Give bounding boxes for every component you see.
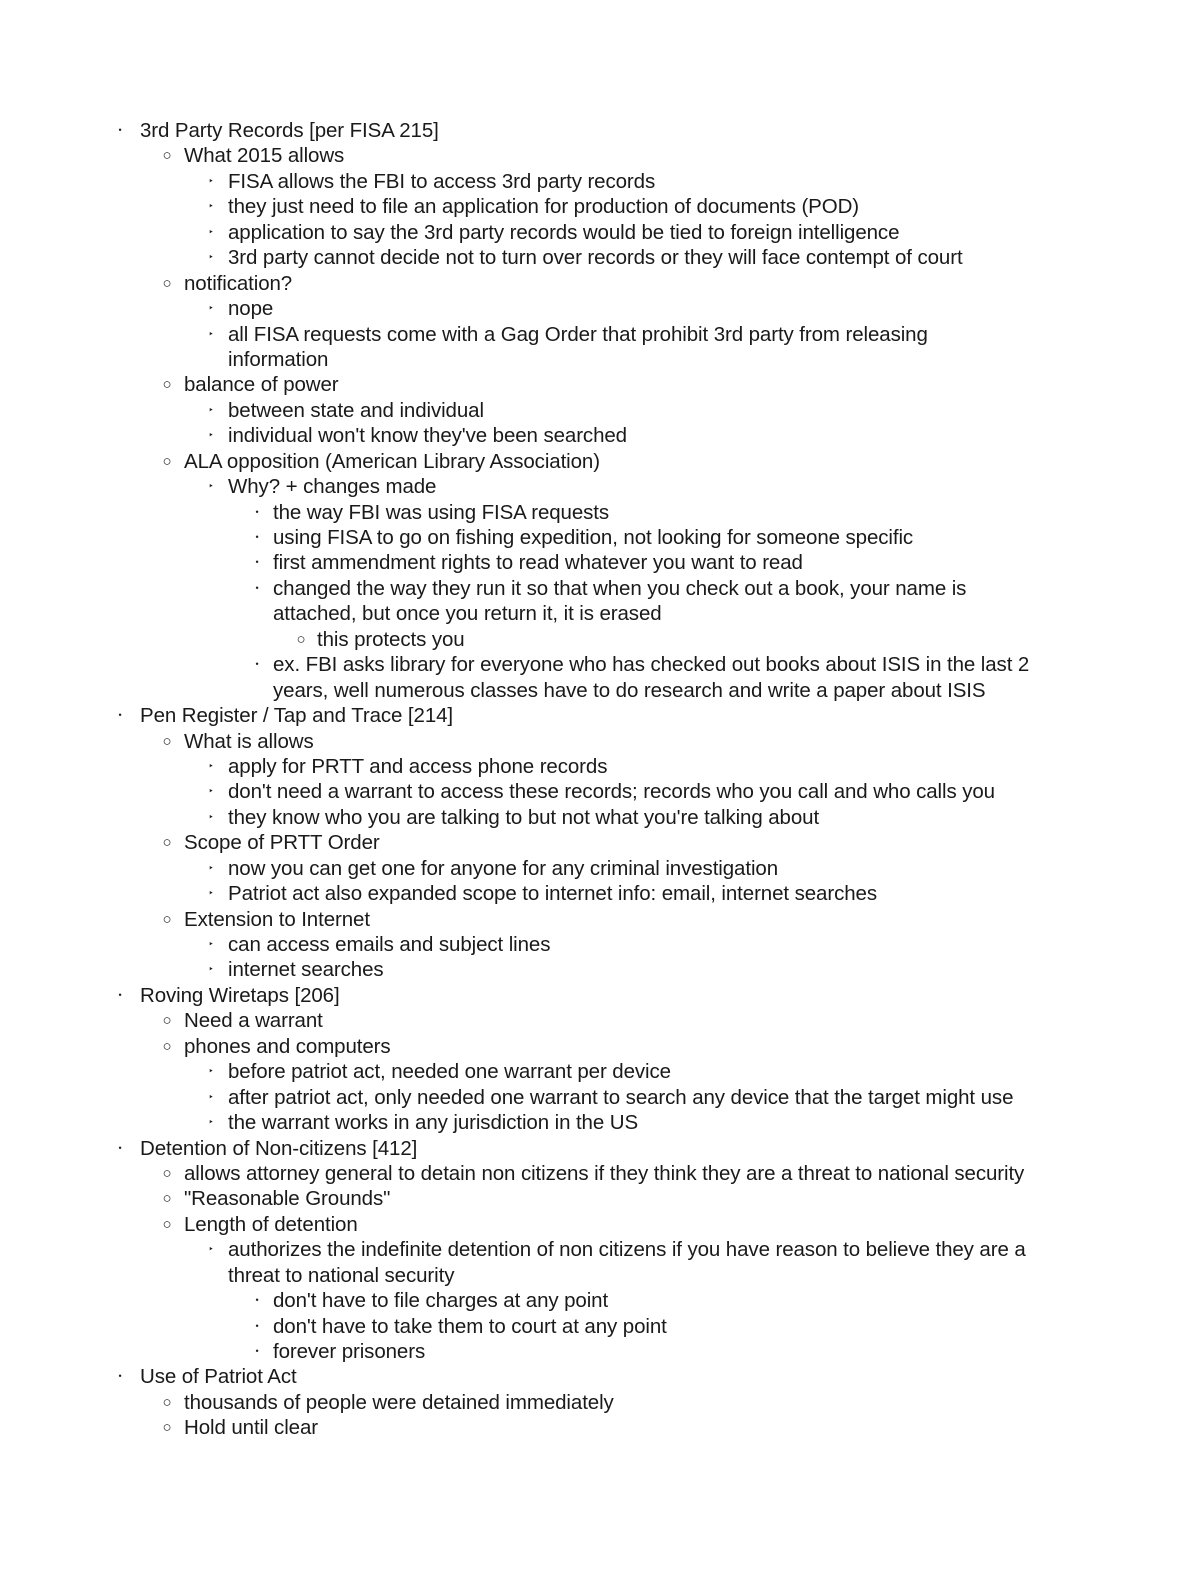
triangle-bullet-icon: ‣ [208,760,214,771]
outline-line [0,322,1200,347]
outline-line [0,703,1200,728]
outline-text: between state and individual [228,398,484,422]
circle-bullet-icon: ○ [162,834,172,852]
triangle-bullet-icon: ‣ [208,252,214,263]
outline-text: don't need a warrant to access these records; records who you call and who calls you [228,780,995,804]
circle-bullet-icon: ○ [162,1393,172,1411]
outline-text: forever prisoners [273,1340,426,1363]
triangle-bullet-icon: ‣ [208,481,214,492]
outline-line [0,601,1200,626]
triangle-bullet-icon: ‣ [208,404,214,415]
outline-text: now you can get one for anyone for any criminal investigation [228,856,779,880]
outline-text: ALA opposition (American Library Association) [184,449,600,473]
outline-line [0,1085,1200,1110]
dot-bullet-icon: • [255,506,259,517]
outline-text: Need a warrant [184,1009,323,1033]
dot-bullet-icon: • [255,1346,259,1356]
outline-line [0,220,1200,245]
outline-text: application to say the 3rd party records would be tied to foreign intelligence [228,220,900,244]
outline-text: ex. FBI asks library for everyone who has checked out books about ISIS in the last 2 [273,653,1030,677]
outline-line [0,1212,1200,1237]
outline-text: What 2015 allows [184,144,345,168]
outline-text: notification? [184,271,293,295]
triangle-bullet-icon: ‣ [208,1066,214,1077]
outline-line [0,271,1200,296]
outline-line [0,830,1200,855]
outline-line [0,1237,1200,1262]
outline-line [0,1364,1200,1389]
circle-bullet-icon: ○ [162,452,172,470]
outline-line [0,118,1200,143]
outline-text: information [228,347,329,371]
outline-line [0,754,1200,779]
circle-bullet-icon: ○ [296,630,306,648]
outline-line [0,907,1200,932]
dot-bullet-icon: • [118,1142,122,1153]
outline-text: they know who you are talking to but not what you're talking about [228,805,820,829]
outline-line [0,398,1200,423]
outline-text: before patriot act, needed one warrant per device [228,1060,671,1084]
outline-text: 3rd Party Records [per FISA 215] [140,119,439,142]
outline-line [0,881,1200,906]
triangle-bullet-icon: ‣ [208,226,214,237]
triangle-bullet-icon: ‣ [208,811,214,822]
outline-text: they just need to file an application for production of documents (POD) [228,195,860,219]
outline-line [0,245,1200,270]
triangle-bullet-icon: ‣ [208,862,214,873]
outline-text: Roving Wiretaps [206] [140,983,340,1007]
outline-line [0,983,1200,1008]
outline-text: What is allows [184,729,314,753]
dot-bullet-icon: • [118,1371,122,1382]
triangle-bullet-icon: ‣ [208,303,214,314]
outline-line [0,1110,1200,1135]
outline-text: Pen Register / Tap and Trace [214] [140,704,454,728]
outline-line [0,474,1200,499]
dot-bullet-icon: • [255,582,259,593]
outline-text: changed the way they run it so that when you check out a book, your name is [273,576,967,600]
triangle-bullet-icon: ‣ [208,1091,214,1102]
outline-text: Scope of PRTT Order [184,831,380,855]
outline-line [0,932,1200,957]
outline-text: Hold until clear [184,1416,318,1440]
outline-line [0,1390,1200,1415]
dot-bullet-icon: • [118,989,122,1000]
outline-line [0,805,1200,830]
outline-text: apply for PRTT and access phone records [228,754,608,778]
outline-line [0,1008,1200,1033]
outline-line [0,525,1200,550]
outline-text: balance of power [184,373,339,397]
outline-line [0,1136,1200,1161]
outline-text: phones and computers [184,1034,391,1058]
outline-text: FISA allows the FBI to access 3rd party records [228,169,656,193]
circle-bullet-icon: ○ [162,1164,172,1182]
outline-line [0,143,1200,168]
outline-text: internet searches [228,958,384,982]
circle-bullet-icon: ○ [162,1037,172,1055]
outline-text: first ammendment rights to read whatever you want to read [273,551,803,575]
outline-line [0,550,1200,575]
outline-text: don't have to take them to court at any point [273,1314,667,1338]
circle-bullet-icon: ○ [162,376,172,394]
triangle-bullet-icon: ‣ [208,175,214,186]
outline-text: after patriot act, only needed one warrant to search any device that the target might use [228,1085,1014,1109]
outline-line [0,169,1200,194]
outline-line [0,449,1200,474]
triangle-bullet-icon: ‣ [208,939,214,949]
circle-bullet-icon: ○ [162,147,172,165]
outline-line [0,423,1200,448]
outline-text: attached, but once you return it, it is erased [273,602,662,626]
dot-bullet-icon: • [255,1295,259,1306]
dot-bullet-icon: • [255,659,259,670]
outline-line [0,856,1200,881]
outline-line [0,194,1200,219]
circle-bullet-icon: ○ [162,910,172,928]
circle-bullet-icon: ○ [162,1190,172,1208]
outline-text: years, well numerous classes have to do research and write a paper about ISIS [273,678,986,702]
outline-line [0,1034,1200,1059]
triangle-bullet-icon: ‣ [208,328,214,339]
document-page [0,118,1200,1441]
outline-text: 3rd party cannot decide not to turn over records or they will face contempt of court [228,246,963,270]
triangle-bullet-icon: ‣ [208,1117,214,1128]
triangle-bullet-icon: ‣ [208,786,214,797]
outline-text: the warrant works in any jurisdiction in the US [228,1111,639,1135]
outline-text: nope [228,297,274,321]
outline-text: can access emails and subject lines [228,933,551,956]
outline-text: Patriot act also expanded scope to internet info: email, internet searches [228,882,877,906]
triangle-bullet-icon: ‣ [208,1244,214,1255]
outline-text: Detention of Non-citizens [412] [140,1136,418,1160]
circle-bullet-icon: ○ [162,1012,172,1030]
outline-text: don't have to file charges at any point [273,1289,609,1313]
circle-bullet-icon: ○ [162,732,172,750]
outline-line [0,652,1200,677]
circle-bullet-icon: ○ [162,274,172,292]
outline-text: using FISA to go on fishing expedition, not looking for someone specific [273,526,914,549]
outline-text: Use of Patriot Act [140,1365,297,1389]
triangle-bullet-icon: ‣ [208,964,214,975]
outline-line [0,678,1200,703]
triangle-bullet-icon: ‣ [208,430,214,441]
dot-bullet-icon: • [118,125,122,135]
outline-text: Length of detention [184,1212,358,1236]
outline-line [0,576,1200,601]
outline-line [0,779,1200,804]
circle-bullet-icon: ○ [162,1215,172,1233]
outline-line [0,500,1200,525]
outline-text: this protects you [317,627,465,651]
outline-text: individual won't know they've been searched [228,424,627,448]
outline-text: Why? + changes made [228,475,437,499]
dot-bullet-icon: • [255,557,259,568]
outline-line [0,1339,1200,1364]
dot-bullet-icon: • [255,532,259,542]
outline-line [0,627,1200,652]
triangle-bullet-icon: ‣ [208,888,214,899]
outline-text: the way FBI was using FISA requests [273,500,610,524]
outline-line [0,1314,1200,1339]
outline-line [0,1186,1200,1211]
outline-text: authorizes the indefinite detention of non citizens if you have reason to believe they are a [228,1238,1026,1262]
outline-line [0,1288,1200,1313]
outline-line [0,1161,1200,1186]
outline-line [0,1059,1200,1084]
outline-line [0,1415,1200,1440]
outline-text: all FISA requests come with a Gag Order that prohibit 3rd party from releasing [228,322,928,346]
outline-line [0,957,1200,982]
outline-text: Extension to Internet [184,907,370,931]
outline-line [0,1263,1200,1288]
outline-text: thousands of people were detained immediately [184,1390,614,1414]
dot-bullet-icon: • [118,710,122,721]
outline-line [0,347,1200,372]
outline-line [0,296,1200,321]
circle-bullet-icon: ○ [162,1419,172,1437]
outline-text: "Reasonable Grounds" [184,1187,391,1211]
dot-bullet-icon: • [255,1320,259,1331]
outline-text: threat to national security [228,1263,455,1287]
outline-line [0,729,1200,754]
outline-text: allows attorney general to detain non citizens if they think they are a threat to national security [184,1161,1025,1185]
outline-line [0,372,1200,397]
triangle-bullet-icon: ‣ [208,201,214,212]
